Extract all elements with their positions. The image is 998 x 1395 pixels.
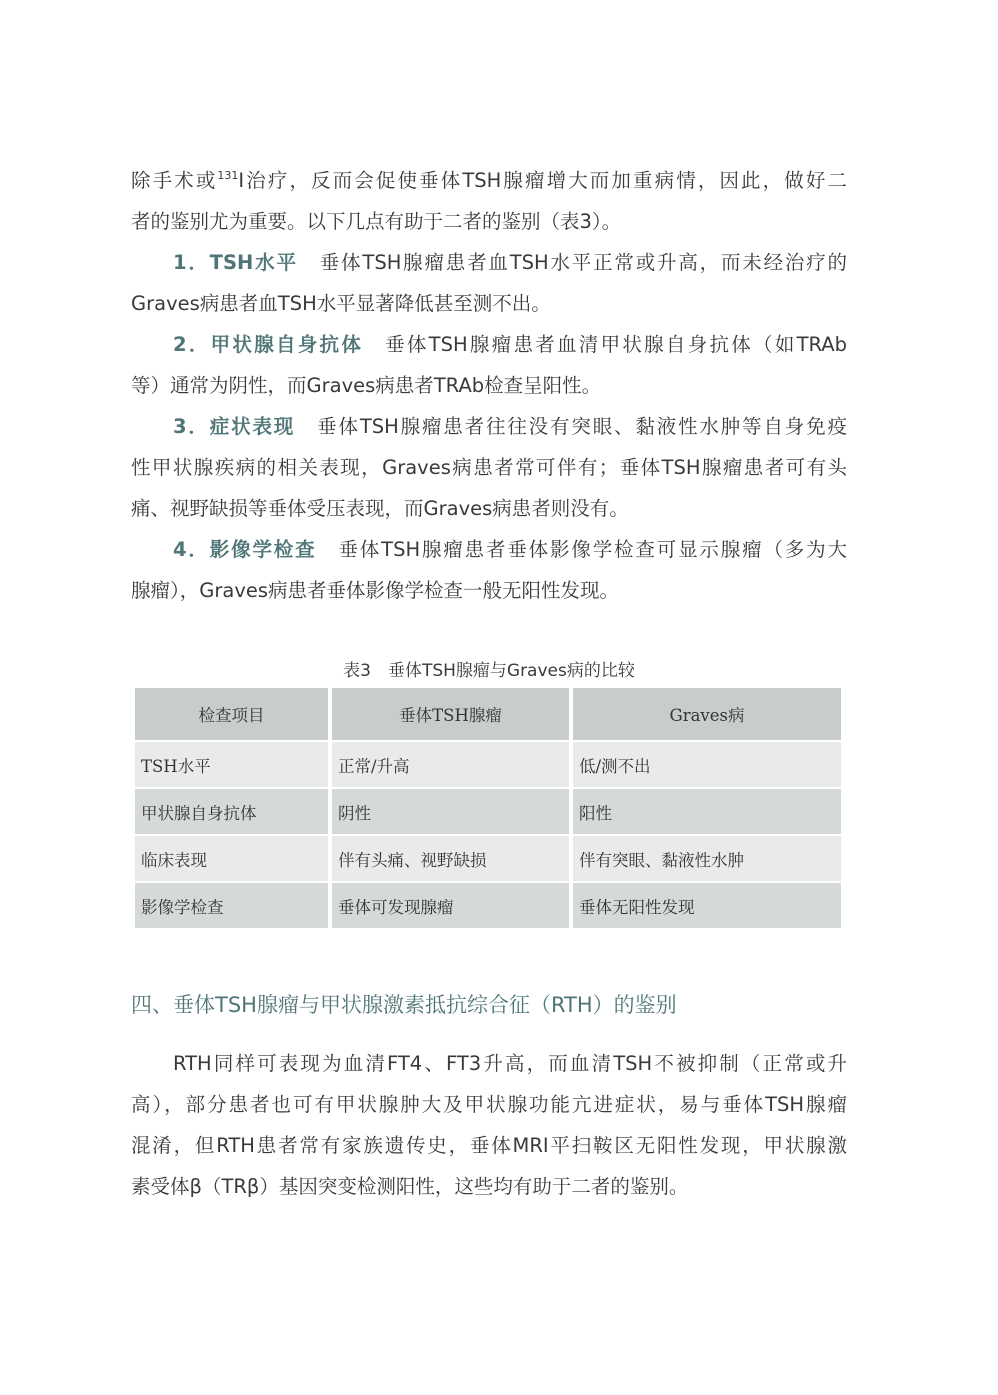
- table-cell: TSH水平: [135, 740, 332, 787]
- item-2-heading: 2．甲状腺自身抗体: [173, 333, 364, 356]
- section-paragraph-line: 混淆，但RTH患者常有家族遗传史，垂体MRI平扫鞍区无阳性发现，甲状腺激: [131, 1134, 847, 1157]
- table-row: [135, 881, 841, 928]
- item-1-line: [173, 248, 847, 278]
- item-4-line: [173, 535, 847, 565]
- header-cell: 检查项目: [135, 688, 332, 740]
- text-span: 垂体TSH腺瘤患者垂体影像学检查可显示腺瘤（多为大: [338, 538, 847, 561]
- table-cell: 影像学检查: [135, 881, 332, 928]
- item-4-line: 腺瘤），Graves病患者垂体影像学检查一般无阳性发现。: [131, 579, 620, 602]
- text-span: 垂体TSH腺瘤患者血清甲状腺自身抗体（如TRAb: [385, 333, 848, 356]
- table-row: [135, 834, 841, 881]
- item-3-line: 性甲状腺疾病的相关表现，Graves病患者常可伴有；垂体TSH腺瘤患者可有头: [131, 456, 847, 479]
- header-cell: 垂体TSH腺瘤: [332, 688, 573, 740]
- text-span: I治疗，反而会促使垂体TSH腺瘤增大而加重病情，因此，做好二: [238, 169, 847, 192]
- table-cell: 阴性: [332, 787, 573, 834]
- section-paragraph-line: 高），部分患者也可有甲状腺肿大及甲状腺功能亢进症状，易与垂体TSH腺瘤: [131, 1093, 847, 1116]
- item-2-line: 等）通常为阴性，而Graves病患者TRAb检查呈阳性。: [131, 374, 602, 397]
- table-cell: 甲状腺自身抗体: [135, 787, 332, 834]
- superscript: 131: [217, 169, 239, 182]
- section-paragraph-line: 素受体β（TRβ）基因突变检测阳性，这些均有助于二者的鉴别。: [131, 1175, 689, 1198]
- table-cell: 低/测不出: [573, 740, 841, 787]
- table-cell: 垂体无阳性发现: [573, 881, 841, 928]
- table-cell: 伴有突眼、黏液性水肿: [573, 834, 841, 881]
- table-caption: 表3 垂体TSH腺瘤与Graves病的比较: [343, 661, 635, 681]
- paragraph-line: [131, 166, 847, 196]
- table-row: [135, 787, 841, 834]
- table-cell: 垂体可发现腺瘤: [332, 881, 573, 928]
- section-title: 四、垂体TSH腺瘤与甲状腺激素抵抗综合征（RTH）的鉴别: [131, 993, 677, 1017]
- table-cell: 临床表现: [135, 834, 332, 881]
- comparison-table: [135, 688, 841, 928]
- text-span: 垂体TSH腺瘤患者血TSH水平正常或升高，而未经治疗的: [319, 251, 848, 274]
- item-1-line: Graves病患者血TSH水平显著降低甚至测不出。: [131, 292, 551, 315]
- table-row: [135, 740, 841, 787]
- section-paragraph-line: RTH同样可表现为血清FT4、FT3升高，而血清TSH不被抑制（正常或升: [173, 1052, 847, 1075]
- text-span: 除手术或: [131, 169, 218, 192]
- item-2-line: [173, 330, 847, 360]
- item-3-heading: 3．症状表现: [173, 415, 296, 438]
- table-cell: 正常/升高: [332, 740, 573, 787]
- table-header-row: [135, 688, 841, 740]
- table-cell: 阳性: [573, 787, 841, 834]
- header-cell: Graves病: [573, 688, 841, 740]
- table-cell: 伴有头痛、视野缺损: [332, 834, 573, 881]
- item-1-heading: 1．TSH水平: [173, 251, 298, 274]
- paragraph-line: 者的鉴别尤为重要。以下几点有助于二者的鉴别（表3）。: [131, 210, 622, 233]
- item-3-line: 痛、视野缺损等垂体受压表现，而Graves病患者则没有。: [131, 497, 629, 520]
- item-3-line: [173, 412, 847, 442]
- item-4-heading: 4．影像学检查: [173, 538, 317, 561]
- text-span: 垂体TSH腺瘤患者往往没有突眼、黏液性水肿等自身免疫: [317, 415, 847, 438]
